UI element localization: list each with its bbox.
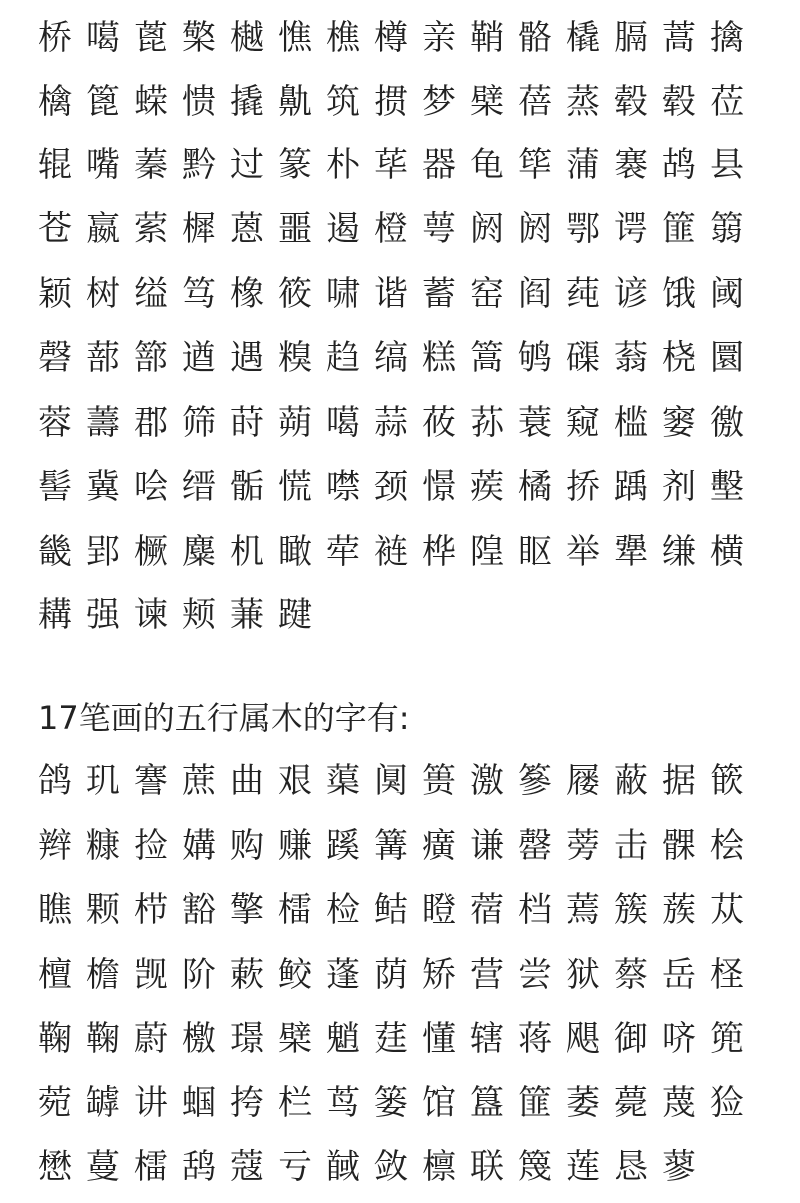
section-heading: 17笔画的五行属木的字有: [38,699,410,737]
char-line: 苍嬴萦樨蒽噩遏橙萼阏阏鄂谔篚篛 [38,209,758,249]
char-line: 懋蔓檑鸹蔻亏馘敛檩联篾莲恳蓼 [38,1147,710,1187]
char-line: 瞧颗栉豁擎檑检鲒瞪蓿档蔫簇蔟苁 [38,890,758,930]
char-line: 畿郢橛麋机瞰荦裢桦隍眍举犟缣横 [38,532,758,572]
char-line: 颖树缢笃橡筱啸谐蓄窑阎莼谚饿阈 [38,274,758,314]
char-line: 髻冀哙缙骺慌噤颈憬蒺橘挢踽剂墼 [38,467,758,507]
char-line: 檀檐觊阶蔌鲛蓬荫矫营尝狱蔡岳柽 [38,955,758,995]
char-line: 蓉薵郡筛莳蒴噶蒜莜荪蓑窥槛窭徼 [38,403,758,443]
char-line: 辊嘴蓁黔过篆朴荜器龟筚蒲褰鸪县 [38,145,758,185]
char-line: 鞠鞠蔚檄璟檗魈莛懂辖蒋飓御哜篼 [38,1019,758,1059]
char-line: 鸽玑謇蔗曲艰蕖阒篑激篸屦蔽据篏 [38,761,758,801]
char-line: 檎篦蝾愦撬鼽筑掼梦檗蓓蒸毂毂莅 [38,82,758,122]
char-line: 桥噶蓖檠樾憔樵樽亲鞘骼橇膈蒿擒 [38,18,758,58]
char-line: 菀罅讲蝈挎栏茑篓馆簋篚萎薨蔑猃 [38,1083,758,1123]
char-line: 辫糠捡媾购赚蹊篝癀谦罄蒡击髁桧 [38,826,758,866]
char-line: 磬蔀篰遒遇糗趋缟糕篙鸲磲蓊桡圜 [38,338,758,378]
char-line: 耩强谏颊蒹踺 [38,595,326,635]
